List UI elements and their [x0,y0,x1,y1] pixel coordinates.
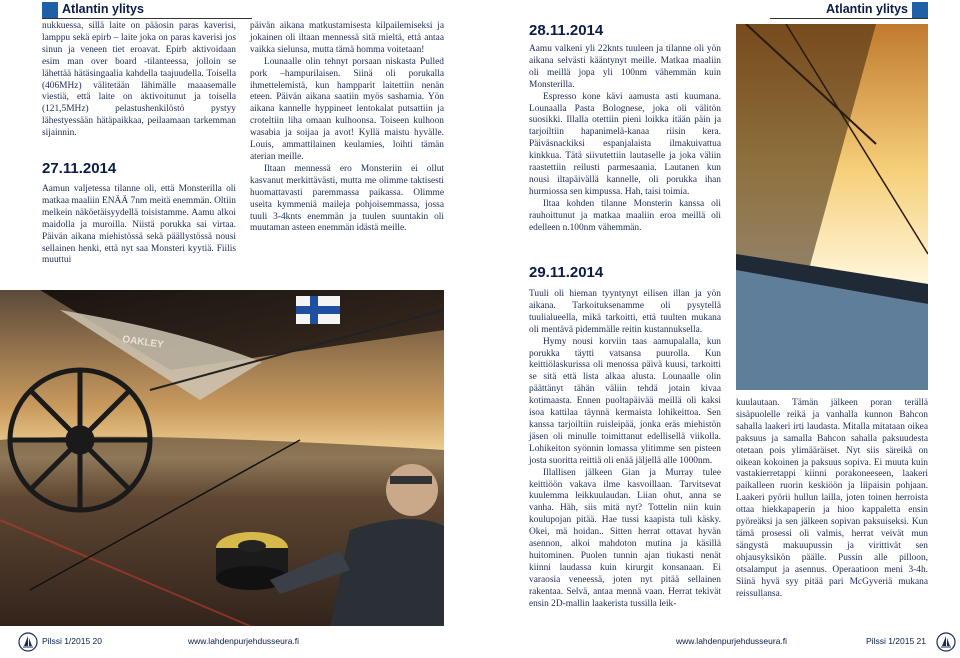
paragraph: Aamu valkeni yli 22knts tuuleen ja tilanne oli yön aikana selvästi kääntynyt meille. Matkaa maaliin oli meillä jopa yli 100nm vähemmän kuin Monsterilla. [529,44,721,90]
sail-logo-text: OAKLEY [121,334,165,351]
right-column-a [529,289,721,610]
date-heading: 28.11.2014 [529,22,604,39]
paragraph: kuulautaan. Tämän jälkeen poran terällä sisäpuolelle reikä ja vanhalla kunnon Bahcon sahalla laakeri irti laudasta. Mitalla mitataan oikea paksuus ja samalla Bahcon sahalla paksuudesta otetaan pois ylimääräiset. Nyt siis säreikä on oikean kokoinen ja paksuus sopiva. Ei muuta kuin vastakierretappi kiinni porakoneeseen, laakeri paikalleen ruorin keskiöön ja liipaisin pohjaan. Laakeri pyörii hullun lailla, joten toinen herroista ottaa hiekkapaperin ja hioo kappaletta ensin pyöreäksi ja sen jälkeen sopivan paksuiseksi. Kun tämä prosessi oli valmis, herrat veivät mun sängystä makuupussin ja virittivät sen ohjausyksikön päälle. Pussin alle pilloon, otsalamput ja asennus. Operaatioon meni 3-4h. Siinä hyvä syy pitää pari McGyveriä mukana reissullansa. [736,398,928,599]
paragraph: Lounaalle olin tehnyt porsaan niskasta Pulled pork –hampurilaisen. Siinä oli porukalla ihmettelemistä, kun hampparit laitettiin nenän eteen. Päivän aikana saatiin myös sashamia. Yön aikana kannelle hyppineet lentokalat putsattiin ja croteltiin liha omaan kulhoonsa. Toiseen kulhoon wasabia ja soijaa ja avot! Kyllä maistu hyvälle. Louis, ammattilainen keulamies, loihti tämän aterian meille. [250,56,444,162]
footer-url[interactable]: www.lahdenpurjehdusseura.fi [188,636,300,646]
date-heading: 27.11.2014 [42,160,117,177]
paragraph: Iltaa kohden tilanne Monsterin kanssa oli rauhoittunut ja matkaa maaliin eroa meillä oli edelleen n.100nm vähemmän. [529,198,721,233]
left-column-1-top [42,21,236,140]
paragraph: Espresso kone kävi aamusta asti kuumana. Lounaalla Pasta Bolognese, joka oli välitön suosikki. Illalla otettiin pieni loikka itään päin ja tarjoiltiin hapanimelä-kanaa riisin kera. Päiväsnackiksi espanjalaista ilmakuivattua kinkkua. Tätä siivutettiin lautaselle ja joka väliin raastettiin reilusti parmesaania. Lautanen kun nousi iltapäivällä kannelle, oli porukka ihan hurmiossa sen kimpussa. Hah, taisi toimia. [529,91,721,197]
photo-illustration [736,24,928,390]
paragraph: Hymy nousi korviin taas aamupalalla, kun porukka täytti vatsansa puurolla. Kun keittiölaskurissa oli menossa päivä kuusi, tarkoitti se sitä että lista alkaa alusta. Lounaalle olin päättänyt tähän väliin tehdä jotain kivaa kotimaasta. Ennen puoltapäivää meillä oli kaksi isoa kattilaa täynnä kermaista lohikeittoa. Sen kanssa tarjoiltiin ruisleipää, jonka eräs miehistön jäsen oli minulle toimittanut edellisellä viikolla. Lohikeiton syönnin lomassa ylitimme sen pisteen josta suoritta reittiä oli enää jäljellä alle 1000nm. [529,336,721,466]
paragraph: nukkuessa, sillä laite on pääosin paras kaverisi, lamppu sekä epirb – laite joka on paras kaverisi jos sinun ja veneen tiet eroavat. Epirb aktivoidaan esim man over board -tilanteessa, jolloin se lähettää hätäsingaalia kahdella taajuudella. Toisella (406MHz) välitetään lähimälle maaasemalle viestiä, että laite on aktivoitunut ja toisella (121,5MHz) pelastushenkilöstö pystyy lähestyessään hätäpaikkaa, peilaamaan tarkemman sijainnin. [42,21,236,139]
photo-sailboat-deck [0,290,444,626]
running-header-right [770,2,928,19]
steering-wheel-icon [10,370,150,510]
footer-page-number: Pilssi 1/2015 21 [866,636,927,646]
left-column-2 [250,21,444,235]
right-column-b [736,398,928,600]
running-header-left [42,2,252,19]
left-column-1-bottom [42,184,236,267]
sailing-club-emblem-icon [18,632,38,652]
sailing-club-emblem-icon [936,632,956,652]
paragraph: Aamun valjetessa tilanne oli, että Monsterilla oli matkaa maaliin ENÄÄ 7nm meitä enemmän. Oltiin melkein näköetäisyydellä toisistamme. Aamu alkoi maidolla ja muroilla. Niistä porukka sai virtaa. Päivän aikana miehistössä sekä päällystössä nousi sellainen henki, että nyt saa Monsteri kyytiä. Fiilis muuttui [42,184,236,266]
finnish-flag-icon [296,296,340,324]
header-title: Atlantin ylitys [826,2,908,16]
footer-page-number: Pilssi 1/2015 20 [42,636,103,646]
paragraph: päivän aikana matkustamisesta kilpailemiseksi ja jokainen oli iltaan mennessä sitä mieltä, että antaa vaikka sielunsa, mutta tämä homma voitetaan! [250,21,444,55]
header-square-icon [912,2,928,18]
right-column-top [529,44,721,235]
photo-sail-sunset [736,24,928,390]
footer-url[interactable]: www.lahdenpurjehdusseura.fi [676,636,788,646]
paragraph: Illallisen jälkeen Gian ja Murray tulee keittiöön vakava ilme kasvoillaan. Tarvitsevat kuulemma leikkuulaudan. Liian ohut, anna se vanha. Häh, siis mitä nyt? Tottelin niin kuin koulupojan pitää. Hae tussi kaapista tuli käsky. Okei, mä hoidan.. Sitten herrat ottavat hyvän asennon, alkoi mahdoton mutina ja käsillä huitominen. Puolen tunnin ajan tiukasti nenät kiinni laudassa kuin kirurgit konsanaan. Ei varaosia veneessä, joten nyt pitää sellainen rakentaa. Selvä, antaa mennä vaan. Herrat tekivät ensin 2D-mallin laakerista tussilla leik- [529,467,721,609]
header-title: Atlantin ylitys [62,2,144,16]
paragraph: Iltaan mennessä ero Monsteriin ei ollut kasvanut merkittävästi, mutta me olimme taktisesti huomattavasti paremmassa paikassa. Olimme useita kymmeniä maileja pohjoisemmassa, jossa tuuli 3-4knts enemmän ja tuulen suuntakin oli muutaman asteen enemmän idästä meille. [250,163,444,234]
paragraph: Tuuli oli hieman tyyntynyt eilisen illan ja yön aikana. Tarkoituksenamme oli pysytellä tuulialueella, mikä tarkoitti, että tuulten mukana oli mentävä pidemmälle reitin kustannuksella. [529,289,721,335]
header-square-icon [42,2,58,18]
photo-illustration [0,290,444,626]
date-heading: 29.11.2014 [529,264,604,281]
